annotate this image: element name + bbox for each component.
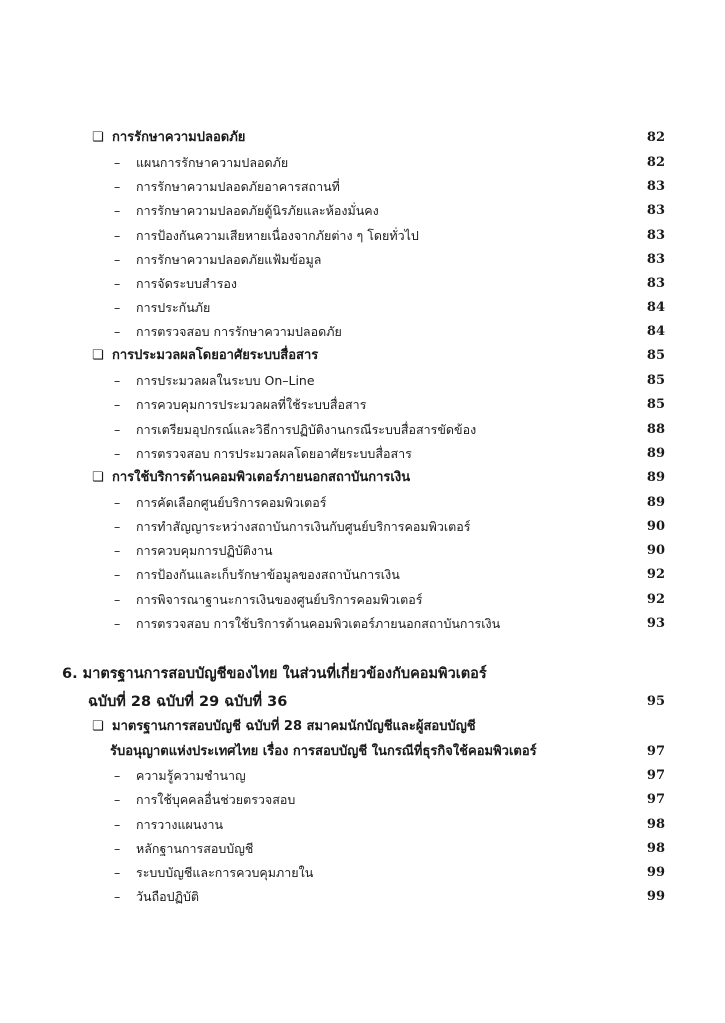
toc-entry	[0, 839, 725, 863]
toc-entry-title: – การป้องกันความเสียหายเนื่องจากภัยต่าง ๆ โดยทั่วไป	[114, 226, 419, 246]
toc-page-number: 93	[646, 616, 665, 631]
toc-entry-title: – ความรู้ความชำนาญ	[114, 766, 246, 786]
toc-entry-title: – การคัดเลือกศูนย์บริการคอมพิวเตอร์	[114, 493, 327, 513]
toc-page-number: 95	[646, 694, 665, 709]
toc-page-number: 89	[646, 470, 665, 485]
toc-entry	[0, 322, 725, 346]
toc-entry-title: – การป้องกันและเก็บรักษาข้อมูลของสถาบันการเงิน	[114, 565, 400, 585]
toc-entry-title: – การวางแผนงาน	[114, 815, 223, 835]
toc-entry	[0, 177, 725, 201]
toc-page-number: 98	[646, 817, 665, 832]
toc-entry-title: – แผนการรักษาความปลอดภัย	[114, 153, 288, 173]
toc-entry	[0, 371, 725, 395]
toc-entry	[0, 517, 725, 541]
toc-page-number: 97	[646, 792, 665, 807]
toc-entry	[0, 863, 725, 887]
toc-page-number: 82	[646, 155, 665, 170]
toc-entry-title: – การตรวจสอบ การใช้บริการด้านคอมพิวเตอร์ภายนอกสถาบันการเงิน	[114, 614, 500, 634]
toc-entry-title: ❏ การรักษาความปลอดภัย	[92, 128, 245, 148]
toc-page-number: 83	[646, 203, 665, 218]
toc-entry-title: – การควบคุมการประมวลผลที่ใช้ระบบสื่อสาร	[114, 395, 366, 415]
toc-entry	[0, 298, 725, 322]
toc-entry-title: ❏ มาตรฐานการสอบบัญชี ฉบับที่ 28 สมาคมนักบัญชีและผู้สอบบัญชี	[92, 717, 476, 737]
toc-entry	[0, 790, 725, 814]
toc-page-number: 90	[646, 543, 665, 558]
toc-page-number: 99	[646, 889, 665, 904]
toc-entry	[0, 742, 725, 766]
toc-page-number: 97	[646, 768, 665, 783]
toc-entry-title: – การเตรียมอุปกรณ์และวิธีการปฏิบัติงานกรณีระบบสื่อสารขัดข้อง	[114, 420, 476, 440]
toc-page-number: 89	[646, 446, 665, 461]
toc-page-number: 84	[646, 300, 665, 315]
toc-page-number: 85	[646, 397, 665, 412]
toc-entry	[0, 226, 725, 250]
toc-entry-title: – การรักษาความปลอดภัยตู้นิรภัยและห้องมั่นคง	[114, 201, 379, 221]
toc-entry	[0, 444, 725, 468]
toc-entry	[0, 346, 725, 370]
toc-page-number: 85	[646, 348, 665, 363]
toc-page-number: 89	[646, 495, 665, 510]
toc-entry-title: – การตรวจสอบ การรักษาความปลอดภัย	[114, 322, 342, 342]
toc-entry	[0, 766, 725, 790]
toc-entry	[0, 201, 725, 225]
toc-entry	[0, 815, 725, 839]
toc-entry	[0, 274, 725, 298]
toc-page-number: 99	[646, 865, 665, 880]
toc-entry-title: – วันถือปฏิบัติ	[114, 887, 199, 907]
toc-entry	[0, 153, 725, 177]
toc-entry-title: ฉบับที่ 28 ฉบับที่ 29 ฉบับที่ 36	[88, 694, 288, 710]
toc-entry-title: – การประกันภัย	[114, 298, 210, 318]
toc-entry	[0, 493, 725, 517]
toc-page-number: 92	[646, 592, 665, 607]
toc-entry	[0, 664, 725, 688]
toc-entry	[0, 565, 725, 589]
toc-entry-title: – การใช้บุคคลอื่นช่วยตรวจสอบ	[114, 790, 295, 810]
toc-entry	[0, 395, 725, 419]
toc-entry	[0, 614, 725, 638]
toc-page-number: 82	[646, 130, 665, 145]
toc-entry-title: – การรักษาความปลอดภัยแฟ้มข้อมูล	[114, 250, 321, 270]
toc-entry-title: ❏ การใช้บริการด้านคอมพิวเตอร์ภายนอกสถาบันการเงิน	[92, 468, 410, 488]
toc-entry-title: 6. มาตรฐานการสอบบัญชีของไทย ในส่วนที่เกี่ยวข้องกับคอมพิวเตอร์	[62, 666, 487, 682]
toc-page-number: 83	[646, 276, 665, 291]
toc-entry	[0, 717, 725, 741]
toc-entry-title: – หลักฐานการสอบบัญชี	[114, 839, 253, 859]
toc-entry-title: – การประมวลผลในระบบ On–Line	[114, 371, 315, 391]
toc-page-number: 83	[646, 179, 665, 194]
toc-entry	[0, 541, 725, 565]
toc-page-number: 84	[646, 324, 665, 339]
toc-entry-title: – ระบบบัญชีและการควบคุมภายใน	[114, 863, 313, 883]
toc-entry	[0, 692, 725, 716]
toc-entry-title: – การจัดระบบสำรอง	[114, 274, 237, 294]
toc-page-number: 97	[646, 744, 665, 759]
toc-page-number: 85	[646, 373, 665, 388]
toc-entry	[0, 250, 725, 274]
toc-page-number: 83	[646, 228, 665, 243]
toc-entry-title: – การตรวจสอบ การประมวลผลโดยอาศัยระบบสื่อสาร	[114, 444, 412, 464]
toc-entry-title: – การพิจารณาฐานะการเงินของศูนย์บริการคอมพิวเตอร์	[114, 590, 423, 610]
toc-entry	[0, 590, 725, 614]
toc-page-number: 90	[646, 519, 665, 534]
toc-entry	[0, 420, 725, 444]
toc-entry-title: รับอนุญาตแห่งประเทศไทย เรื่อง การสอบบัญชี ในกรณีที่ธุรกิจใช้คอมพิวเตอร์	[110, 744, 537, 759]
toc-entry	[0, 128, 725, 152]
toc-page-number: 92	[646, 567, 665, 582]
toc-page-number: 88	[646, 422, 665, 437]
toc-entry	[0, 887, 725, 911]
toc-entry-title: – การทำสัญญาระหว่างสถาบันการเงินกับศูนย์บริการคอมพิวเตอร์	[114, 517, 470, 537]
toc-page-number: 98	[646, 841, 665, 856]
toc-page-number: 83	[646, 252, 665, 267]
toc-entry-title: – การรักษาความปลอดภัยอาคารสถานที่	[114, 177, 340, 197]
toc-entry-title: – การควบคุมการปฏิบัติงาน	[114, 541, 273, 561]
toc-entry	[0, 468, 725, 492]
toc-entry-title: ❏ การประมวลผลโดยอาศัยระบบสื่อสาร	[92, 346, 318, 366]
